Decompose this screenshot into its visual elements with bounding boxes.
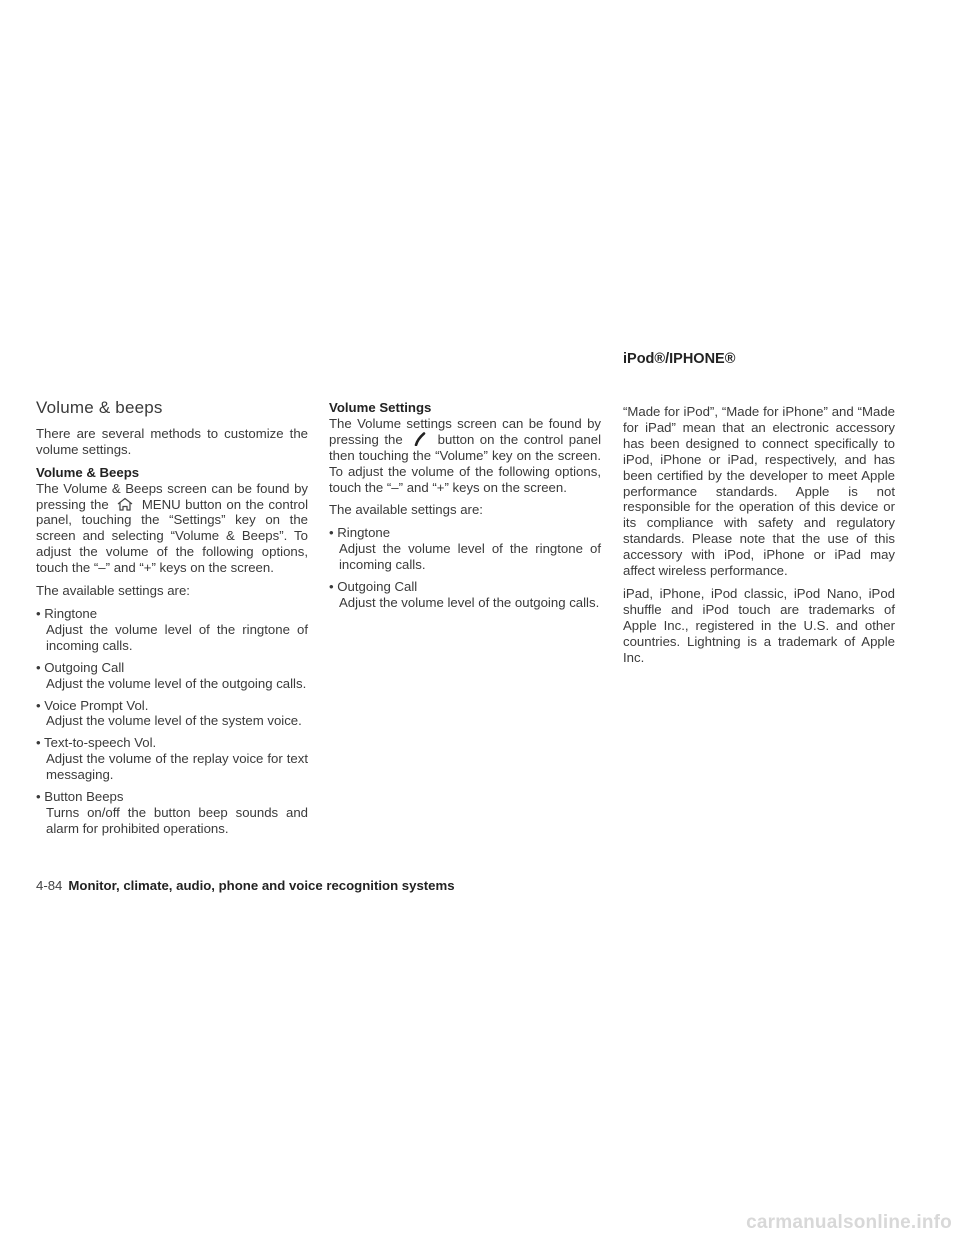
- volume-settings-text-b: button on the control panel then touching the “Volume” key on the screen. To adjust the volume of the following options, touch the “–” and “+” keys on the screen.: [329, 431, 602, 495]
- list-item-desc: Adjust the volume level of the system voice.: [46, 713, 302, 729]
- section-heading-volume-beeps: Volume & beeps: [36, 398, 163, 417]
- list-item: [36, 660, 308, 692]
- left-column: [36, 400, 308, 843]
- phone-icon: [408, 432, 432, 446]
- subheading-volume-beeps: Volume & Beeps: [36, 464, 140, 480]
- volume-beeps-text-b: MENU button on the control panel, touching the “Settings” key on the screen and selecting “Volume & Beeps”. To adjust the volume of the following options, touch the “–” and “+” keys on the screen.: [36, 496, 309, 576]
- list-item: [36, 735, 308, 783]
- list-item-desc: Turns on/off the button beep sounds and alarm for prohibited operations.: [46, 804, 308, 836]
- list-item: [36, 698, 308, 730]
- subheading-volume-settings: Volume Settings: [329, 400, 432, 415]
- left-settings-list: [36, 606, 308, 837]
- volume-settings-paragraph: [329, 400, 601, 495]
- middle-settings-list: [329, 525, 601, 611]
- watermark: carmanualsonline.info: [746, 1212, 952, 1233]
- available-settings-label: The available settings are:: [329, 502, 483, 518]
- list-item-title: • Text-to-speech Vol.: [36, 735, 308, 751]
- page-footer: [36, 878, 455, 893]
- list-item-desc: Adjust the volume level of the outgoing calls.: [339, 594, 600, 610]
- list-item-title: • Button Beeps: [36, 789, 308, 805]
- list-item-title: • Voice Prompt Vol.: [36, 698, 308, 714]
- right-column: [623, 404, 895, 673]
- volume-beeps-text-a: The Volume & Beeps screen can be found by pressing the: [36, 480, 308, 512]
- trademark-paragraph: iPad, iPhone, iPod classic, iPod Nano, iPod shuffle and iPod touch are trademarks of Apple Inc., registered in the U.S. and other countries. Lightning is a trademark of Apple Inc.: [623, 585, 895, 665]
- list-item-title: • Outgoing Call: [329, 579, 601, 595]
- intro-paragraph: There are several methods to customize the volume settings.: [36, 425, 308, 457]
- list-item-title: • Ringtone: [329, 525, 601, 541]
- list-item-desc: Adjust the volume level of the outgoing calls.: [46, 675, 307, 691]
- page-number: 4-84: [36, 878, 63, 893]
- list-item-desc: Adjust the volume level of the ringtone of incoming calls.: [339, 541, 601, 573]
- made-for-paragraph: “Made for iPod”, “Made for iPhone” and “Made for iPad” mean that an electronic accessory has been designed to connect specifically to iPod, iPhone or iPad, respectively, and has been certified by the developer to meet Apple performance standards. Apple is not responsible for the operation of this device or its compliance with safety and regulatory standards. Please note that the use of this accessory with iPod, iPhone or iPad may affect wireless performance.: [623, 404, 895, 579]
- list-item-title: • Ringtone: [36, 606, 308, 622]
- list-item: [36, 606, 308, 654]
- home-menu-icon: [113, 497, 137, 511]
- list-item-title: • Outgoing Call: [36, 660, 308, 676]
- available-settings-label: The available settings are:: [36, 583, 190, 599]
- middle-column: [329, 400, 601, 617]
- volume-settings-text-a: The Volume settings screen can be found by pressing the: [329, 415, 601, 447]
- list-item: [329, 579, 601, 611]
- footer-title: Monitor, climate, audio, phone and voice recognition systems: [68, 878, 455, 893]
- list-item-desc: Adjust the volume of the replay voice for text messaging.: [46, 751, 308, 783]
- list-item: [329, 525, 601, 573]
- list-item-desc: Adjust the volume level of the ringtone of incoming calls.: [46, 621, 308, 653]
- volume-beeps-paragraph: [36, 465, 308, 576]
- section-title-ipod-iphone: iPod®/IPHONE®: [623, 351, 736, 367]
- list-item: [36, 789, 308, 837]
